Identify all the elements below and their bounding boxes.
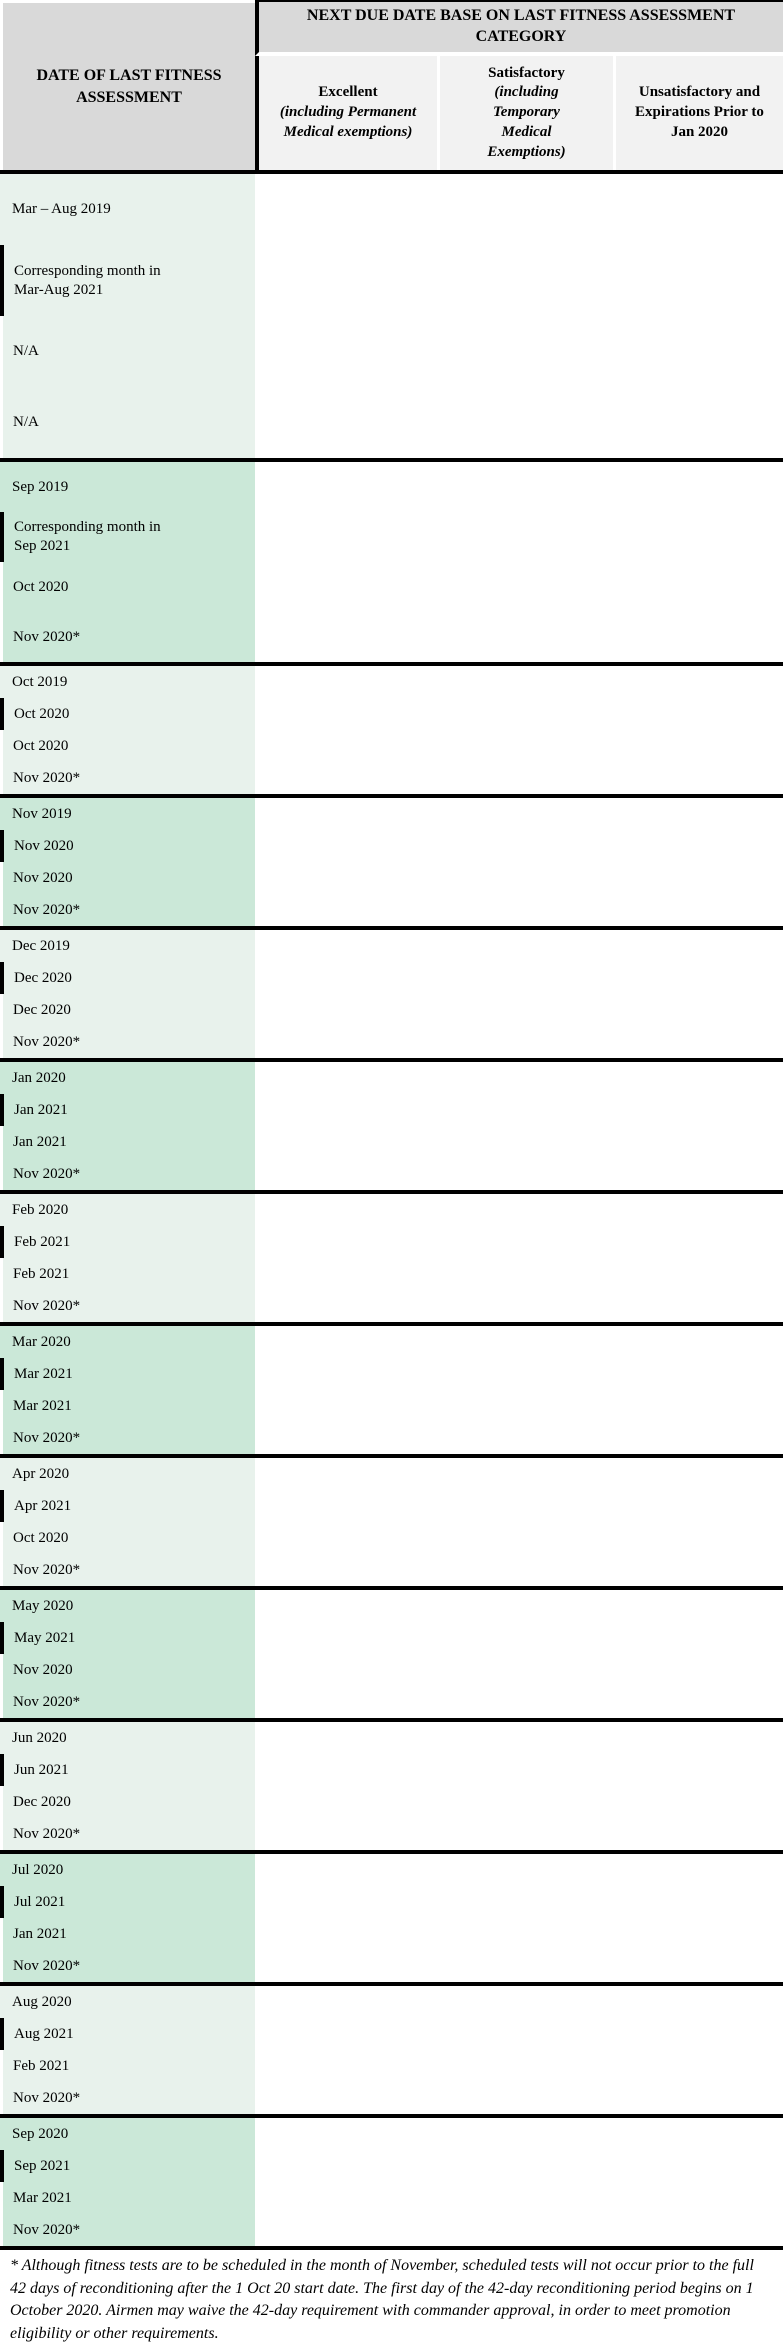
column-title: Satisfactory <box>488 64 565 81</box>
table-row <box>0 1850 783 1982</box>
corner-header-label: DATE OF LAST FITNESS ASSESSMENT <box>36 66 222 106</box>
main-header-label: NEXT DUE DATE BASE ON LAST FITNESS ASSESSMENT CATEGORY <box>306 7 736 45</box>
cell-satisfactory: Mar 2021 <box>0 2182 255 2214</box>
column-subtitle: (including Temporary Medical Exemptions) <box>487 84 566 160</box>
table-row <box>0 1190 783 1322</box>
table-row <box>0 170 783 458</box>
cell-unsatisfactory: N/A <box>0 387 255 458</box>
cell-excellent: Feb 2021 <box>0 1226 255 1258</box>
cell-date: Mar – Aug 2019 <box>0 174 255 245</box>
cell-excellent: Jun 2021 <box>0 1754 255 1786</box>
table-row <box>0 1454 783 1586</box>
cell-date: Aug 2020 <box>0 1986 255 2018</box>
cell-satisfactory: Feb 2021 <box>0 1258 255 1290</box>
cell-unsatisfactory: Nov 2020* <box>0 762 255 794</box>
cell-date: Jan 2020 <box>0 1062 255 1094</box>
cell-satisfactory: Jan 2021 <box>0 1126 255 1158</box>
cell-satisfactory: Feb 2021 <box>0 2050 255 2082</box>
cell-unsatisfactory: Nov 2020* <box>0 2214 255 2246</box>
cell-satisfactory: Jan 2021 <box>0 1918 255 1950</box>
table-row <box>0 1322 783 1454</box>
cell-date: Sep 2019 <box>0 462 255 512</box>
cell-satisfactory: Nov 2020 <box>0 1654 255 1686</box>
table-row <box>0 926 783 1058</box>
cell-date: Jul 2020 <box>0 1854 255 1886</box>
column-header-satisfactory <box>437 56 613 170</box>
cell-excellent: Jan 2021 <box>0 1094 255 1126</box>
table-row <box>0 662 783 794</box>
cell-satisfactory: Oct 2020 <box>0 730 255 762</box>
cell-excellent: May 2021 <box>0 1622 255 1654</box>
corner-header <box>0 0 255 170</box>
cell-excellent: Dec 2020 <box>0 962 255 994</box>
cell-satisfactory: Dec 2020 <box>0 994 255 1026</box>
cell-excellent: Jul 2021 <box>0 1886 255 1918</box>
cell-unsatisfactory: Nov 2020* <box>0 894 255 926</box>
footnote: * Although fitness tests are to be scheduled in the month of November, scheduled tests will not occur prior to the full 42 days of reconditioning after the 1 Oct 20 start date. The first day of the 42-day reconditioning period begins on 1 October 2020. Airmen may waive the 42-day requirement with commander approval, in order to meet promotion eligibility or other requirements. <box>10 2257 754 2343</box>
cell-excellent: Apr 2021 <box>0 1490 255 1522</box>
cell-satisfactory: N/A <box>0 316 255 387</box>
cell-unsatisfactory: Nov 2020* <box>0 1026 255 1058</box>
cell-date: Dec 2019 <box>0 930 255 962</box>
cell-satisfactory: Dec 2020 <box>0 1786 255 1818</box>
cell-unsatisfactory: Nov 2020* <box>0 2082 255 2114</box>
cell-unsatisfactory: Nov 2020* <box>0 1422 255 1454</box>
cell-excellent: Mar 2021 <box>0 1358 255 1390</box>
table-row <box>0 1058 783 1190</box>
column-header-unsatisfactory <box>613 56 783 170</box>
table-row <box>0 1718 783 1850</box>
cell-unsatisfactory: Nov 2020* <box>0 1818 255 1850</box>
cell-unsatisfactory: Nov 2020* <box>0 1950 255 1982</box>
cell-unsatisfactory: Nov 2020* <box>0 612 255 662</box>
cell-excellent: Corresponding month in Sep 2021 <box>0 512 255 562</box>
column-title: Unsatisfactory and Expirations Prior to Jan 2020 <box>635 84 764 140</box>
cell-unsatisfactory: Nov 2020* <box>0 1554 255 1586</box>
cell-unsatisfactory: Nov 2020* <box>0 1290 255 1322</box>
cell-date: Nov 2019 <box>0 798 255 830</box>
cell-satisfactory: Oct 2020 <box>0 562 255 612</box>
table-row <box>0 1586 783 1718</box>
cell-date: Sep 2020 <box>0 2118 255 2150</box>
column-subtitle: (including Permanent Medical exemptions) <box>279 104 417 140</box>
cell-excellent: Nov 2020 <box>0 830 255 862</box>
cell-date: Mar 2020 <box>0 1326 255 1358</box>
cell-date: Apr 2020 <box>0 1458 255 1490</box>
table-row <box>0 458 783 662</box>
main-header <box>255 0 783 56</box>
cell-date: Jun 2020 <box>0 1722 255 1754</box>
cell-unsatisfactory: Nov 2020* <box>0 1158 255 1190</box>
cell-date: Feb 2020 <box>0 1194 255 1226</box>
cell-excellent: Aug 2021 <box>0 2018 255 2050</box>
cell-satisfactory: Oct 2020 <box>0 1522 255 1554</box>
table-body <box>0 170 783 2250</box>
cell-date: Oct 2019 <box>0 666 255 698</box>
cell-excellent: Corresponding month in Mar-Aug 2021 <box>0 245 255 316</box>
column-header-excellent <box>255 56 437 170</box>
table-row <box>0 1982 783 2114</box>
column-title: Excellent <box>318 84 378 101</box>
table-header <box>0 0 783 170</box>
cell-date: May 2020 <box>0 1590 255 1622</box>
cell-excellent: Sep 2021 <box>0 2150 255 2182</box>
cell-satisfactory: Mar 2021 <box>0 1390 255 1422</box>
table-row <box>0 2114 783 2250</box>
table-row <box>0 794 783 926</box>
cell-satisfactory: Nov 2020 <box>0 862 255 894</box>
cell-excellent: Oct 2020 <box>0 698 255 730</box>
cell-unsatisfactory: Nov 2020* <box>0 1686 255 1718</box>
